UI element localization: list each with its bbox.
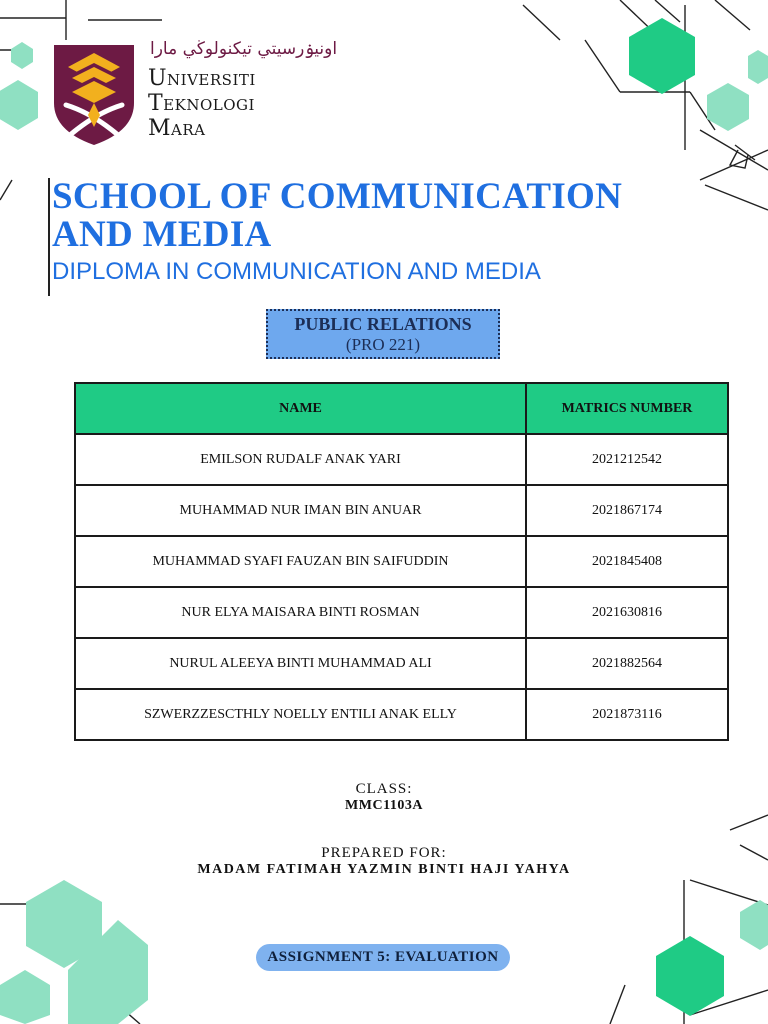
university-name-line-3: Mara	[148, 116, 206, 141]
table-row	[75, 536, 728, 587]
class-info	[0, 781, 768, 814]
table-row	[75, 638, 728, 689]
member-matric: 2021630816	[526, 587, 728, 638]
class-value: MMC1103A	[345, 798, 423, 813]
member-name: SZWERZZESCTHLY NOELLY ENTILI ANAK ELLY	[75, 689, 526, 740]
table-row	[75, 587, 728, 638]
class-label: CLASS:	[355, 781, 413, 797]
course-code: (PRO 221)	[345, 335, 421, 354]
prepared-for-label: PREPARED FOR:	[321, 845, 447, 861]
member-name: MUHAMMAD NUR IMAN BIN ANUAR	[75, 485, 526, 536]
school-title-line-2: AND MEDIA	[52, 214, 272, 255]
uitm-logo	[52, 43, 136, 147]
table-row	[75, 689, 728, 740]
member-name: EMILSON RUDALF ANAK YARI	[75, 434, 526, 485]
table-row	[75, 485, 728, 536]
table-row	[75, 434, 728, 485]
member-name: NURUL ALEEYA BINTI MUHAMMAD ALI	[75, 638, 526, 689]
university-name	[148, 66, 256, 141]
course-box	[266, 309, 500, 359]
member-name: MUHAMMAD SYAFI FAUZAN BIN SAIFUDDIN	[75, 536, 526, 587]
prepared-for	[0, 845, 768, 878]
members-table	[74, 382, 729, 741]
title-divider	[48, 178, 50, 296]
university-name-line-1: Universiti	[148, 66, 256, 91]
header-matric: MATRICS NUMBER	[526, 383, 728, 434]
member-matric: 2021873116	[526, 689, 728, 740]
member-name: NUR ELYA MAISARA BINTI ROSMAN	[75, 587, 526, 638]
school-title	[52, 178, 622, 254]
university-name-line-2: Teknologi	[148, 91, 255, 116]
member-matric: 2021845408	[526, 536, 728, 587]
table-header-row	[75, 383, 728, 434]
member-matric: 2021882564	[526, 638, 728, 689]
assignment-badge: ASSIGNMENT 5: EVALUATION	[256, 944, 510, 971]
program-title: DIPLOMA IN COMMUNICATION AND MEDIA	[52, 258, 541, 285]
header-name: NAME	[75, 383, 526, 434]
university-jawi-name: اونيۏرسيتي تيكنولوڬي مارا	[150, 39, 338, 59]
member-matric: 2021867174	[526, 485, 728, 536]
prepared-for-value: MADAM FATIMAH YAZMIN BINTI HAJI YAHYA	[197, 862, 571, 877]
course-name: PUBLIC RELATIONS	[294, 314, 472, 334]
member-matric: 2021212542	[526, 434, 728, 485]
school-title-line-1: SCHOOL OF COMMUNICATION	[52, 176, 623, 217]
